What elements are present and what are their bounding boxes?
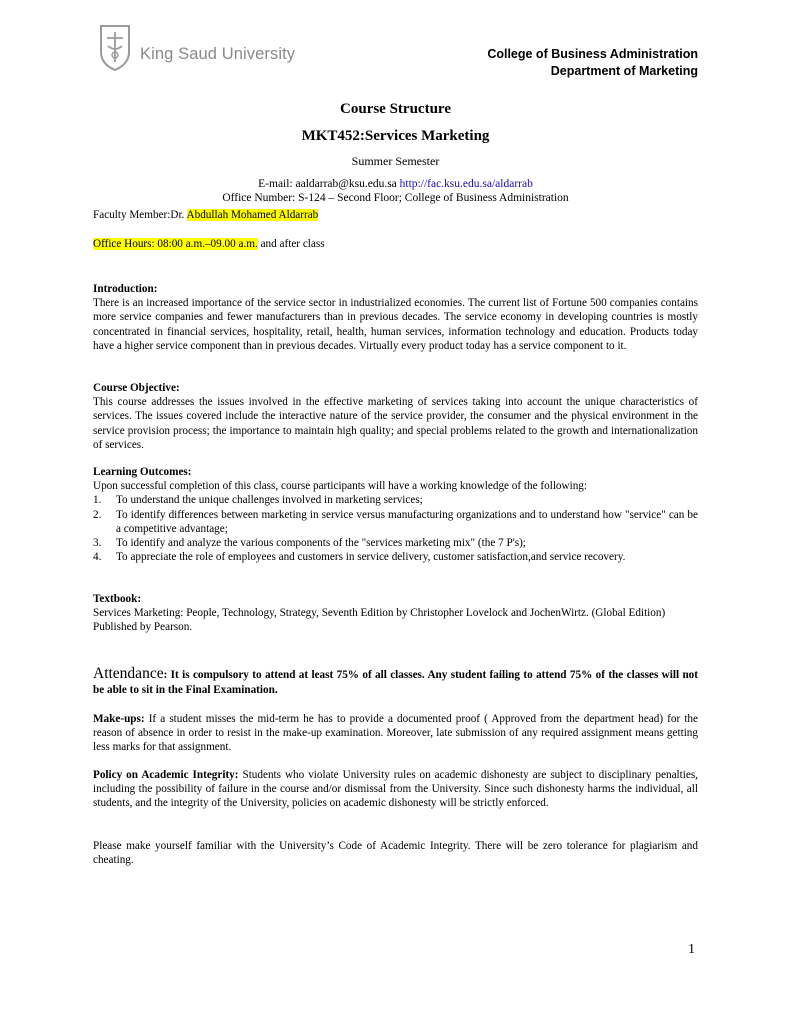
office-hours (93, 237, 698, 251)
introduction-heading: Introduction: (93, 283, 158, 295)
attendance-section (93, 666, 698, 698)
outcomes-heading: Learning Outcomes: (93, 466, 192, 478)
list-number: 1. (93, 494, 102, 507)
faculty-link[interactable]: http://fac.ksu.edu.sa/aldarrab (399, 178, 533, 190)
university-name: King Saud University (140, 45, 296, 63)
course-title: MKT452:Services Marketing (301, 128, 490, 144)
list-text: To identify differences between marketing in service versus manufacturing organizations and to understand how "service" can be a competitive advantage; (116, 508, 698, 535)
objective-section (93, 381, 698, 452)
list-number: 2. (93, 508, 102, 521)
textbook-text: Services Marketing: People, Technology, Strategy, Seventh Edition by Christopher Lovelock and JochenWirtz. (Global Edition) Published by Pearson. (93, 607, 666, 634)
makeups-text: If a student misses the mid-term he has to provide a documented proof ( Approved from the department head) for the reason of absence in order to resist in the make-up examination. Moreover, late submission of any required assignment means getting less marks for that assignment. (93, 713, 698, 754)
integrity-text: Students who violate University rules on academic dishonesty are subject to disciplinary penalties, including the possibility of failure in the course and/or dismissal from the University. Since such dishonesty harms the individual, all students, and the integrity of the University, policies on academic dishonesty will be strictly enforced. (93, 769, 698, 810)
makeups-section (93, 712, 698, 755)
university-logo (97, 22, 133, 77)
faculty-member (93, 208, 698, 222)
introduction-section (93, 282, 698, 353)
contact-block (0, 177, 791, 205)
outcomes-section (93, 465, 698, 564)
faculty-label: Faculty Member:Dr. (93, 209, 187, 221)
makeups-label: Make-ups: (93, 713, 145, 725)
faculty-name: Abdullah Mohamed Aldarrab (186, 209, 319, 221)
header-right (487, 46, 698, 80)
integrity-label: Policy on Academic Integrity: (93, 769, 239, 781)
list-text: To understand the unique challenges involved in marketing services; (116, 494, 423, 507)
list-text: To identify and analyze the various components of the "services marketing mix" (the 7 P's); (116, 537, 526, 550)
list-number: 3. (93, 537, 102, 550)
office-number: Office Number: S-124 – Second Floor; College of Business Administration (222, 192, 569, 204)
course-structure-title: Course Structure (340, 101, 451, 117)
page-number: 1 (688, 942, 695, 957)
outcomes-list (93, 493, 698, 564)
objective-text: This course addresses the issues involved in the effective marketing of services taking into account the unique characteristics of services. The issues covered include the interactive nature of the service provider, the consumer and the physical environment in the service provision process; the importance to maintain high quality; and special problems related to the growth and internationalization of services. (93, 396, 698, 451)
list-item (93, 493, 698, 507)
list-number: 4. (93, 551, 102, 564)
code-note: Please make yourself familiar with the University’s Code of Academic Integrity. There will be zero tolerance for plagiarism and cheating. (93, 840, 698, 867)
textbook-heading: Textbook: (93, 593, 142, 605)
list-text: To appreciate the role of employees and customers in service delivery, customer satisfaction,and service recovery. (116, 551, 626, 564)
list-item (93, 536, 698, 550)
integrity-section (93, 768, 698, 811)
attendance-text: : It is compulsory to attend at least 75% of all classes. Any student failing to attend 75% of the classes will not be able to sit in the Final Examination. (93, 669, 698, 696)
semester: Summer Semester (351, 154, 440, 168)
list-item (93, 508, 698, 536)
list-item (93, 550, 698, 564)
office-hours-rest: and after class (257, 238, 325, 250)
outcomes-intro: Upon successful completion of this class, course participants will have a working knowledge of the following: (93, 480, 588, 493)
introduction-text: There is an increased importance of the service sector in industrialized economies. The current list of Fortune 500 companies contains more service companies and fewer manufacturers than in previous decades. The service economy in developing countries is mostly concentrated in financial services, hospitality, retail, health, human services, information technology and education. Products today have a higher service component than in previous decades. Virtually every product today has a service component to it. (93, 297, 698, 352)
textbook-section (93, 592, 698, 635)
office-hours-highlight: Office Hours: 08:00 a.m.–09.00 a.m. (93, 238, 258, 250)
email-text: E-mail: aaldarrab@ksu.edu.sa (258, 178, 397, 190)
objective-heading: Course Objective: (93, 382, 180, 394)
attendance-label: Attendance (93, 665, 164, 682)
department-name: Department of Marketing (550, 64, 698, 78)
college-name: College of Business Administration (487, 47, 698, 61)
